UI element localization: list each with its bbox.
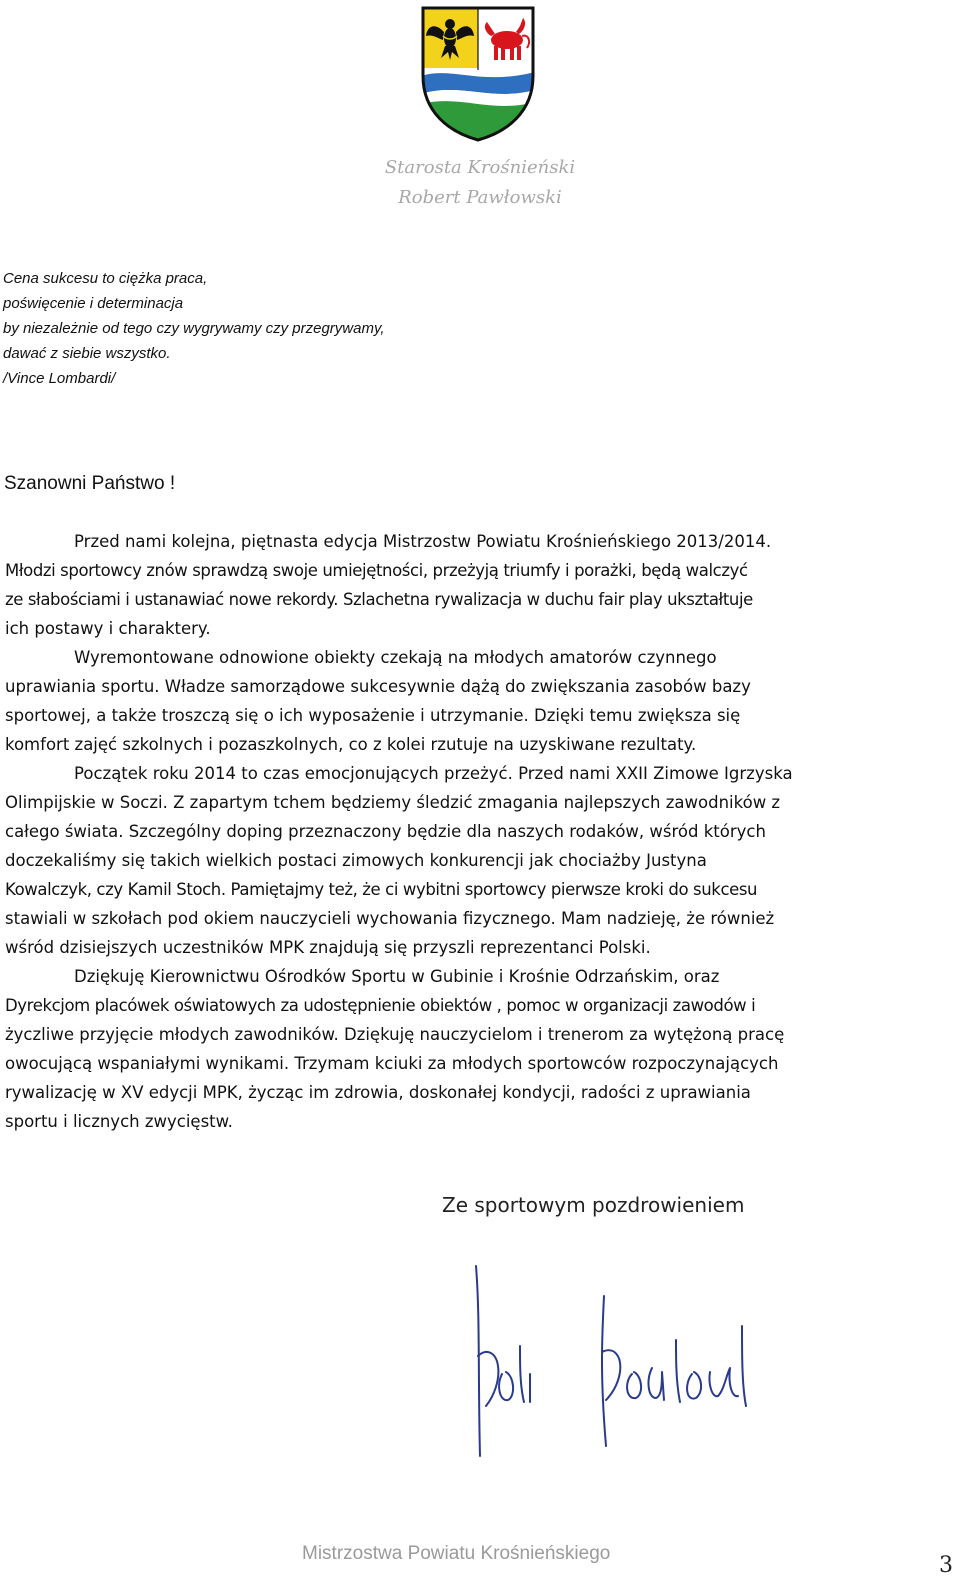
body-line: Dyrekcjom placówek oświatowych za udostępnienie obiektów , pomoc w organizacji zawodów i: [5, 996, 756, 1015]
coat-of-arms-icon: [421, 6, 535, 142]
motto-line: Cena sukcesu to ciężka praca,: [3, 270, 208, 287]
body-line: stawiali w szkołach pod okiem nauczycieli wychowania fizycznego. Mam nadzieję, że również: [5, 909, 775, 928]
page-number: 3: [939, 1553, 953, 1578]
body-line: Olimpijskie w Soczi. Z zapartym tchem będziemy śledzić zmagania najlepszych zawodników z: [5, 793, 781, 812]
body-line: wśród dzisiejszych uczestników MPK znajdują się przyszli reprezentanci Polski.: [5, 938, 651, 957]
body-line: komfort zajęć szkolnych i pozaszkolnych, co z kolei rzutuje na uzyskiwane rezultaty.: [5, 735, 697, 754]
body-line: całego świata. Szczególny doping przeznaczony będzie dla naszych rodaków, wśród których: [5, 822, 766, 841]
starosta-title: Starosta Krośnieński: [384, 157, 576, 178]
body-line: Młodzi sportowcy znów sprawdzą swoje umiejętności, przeżyją triumfy i porażki, będą walczyć: [5, 561, 748, 580]
body-line: Kowalczyk, czy Kamil Stoch. Pamiętajmy też, że ci wybitni sportowcy pierwsze kroki do sukcesu: [5, 880, 758, 899]
page-footer: Mistrzostwa Powiatu Krośnieńskiego: [302, 1543, 611, 1564]
body-line: ze słabościami i ustanawiać nowe rekordy. Szlachetna rywalizacja w duchu fair play ukształtuje: [5, 590, 753, 609]
motto-line: by niezależnie od tego czy wygrywamy czy przegrywamy,: [3, 320, 385, 337]
starosta-name: Robert Pawłowski: [398, 187, 562, 208]
body-line: Wyremontowane odnowione obiekty czekają na młodych amatorów czynnego: [74, 648, 717, 667]
body-line: Przed nami kolejna, piętnasta edycja Mistrzostw Powiatu Krośnieńskiego 2013/2014.: [74, 532, 772, 551]
body-line: doczekaliśmy się takich wielkich postaci zimowych konkurencji jak chociażby Justyna: [5, 851, 707, 870]
body-line: Początek roku 2014 to czas emocjonujących przeżyć. Przed nami XXII Zimowe Igrzyska: [74, 764, 793, 783]
body-line: owocującą wspaniałymi wynikami. Trzymam kciuki za młodych sportowców rozpoczynających: [5, 1054, 779, 1073]
body-line: rywalizację w XV edycji MPK, życząc im zdrowia, doskonałej kondycji, radości z uprawiania: [5, 1083, 751, 1102]
motto-line: poświęcenie i determinacja: [3, 295, 184, 312]
motto-quote: [3, 266, 603, 391]
body-line: życzliwe przyjęcie młodych zawodników. Dziękuję nauczycielom i trenerom za wytężoną pracę: [5, 1025, 785, 1044]
body-line: ich postawy i charaktery.: [5, 619, 211, 638]
body-line: sportowej, a także troszczą się o ich wyposażenie i utrzymanie. Dzięki temu zwiększa się: [5, 706, 741, 725]
body-line: Dziękuję Kierownictwu Ośrodków Sportu w Gubinie i Krośnie Odrzańskim, oraz: [74, 967, 720, 986]
body-line: sportu i licznych zwycięstw.: [5, 1112, 233, 1131]
body-line: uprawiania sportu. Władze samorządowe sukcesywnie dążą do zwiększania zasobów bazy: [5, 677, 751, 696]
closing-salutation: Ze sportowym pozdrowieniem: [442, 1193, 745, 1217]
letter-body: [5, 527, 955, 1136]
signature-icon: [456, 1256, 756, 1466]
motto-author: /Vince Lombardi/: [3, 370, 116, 387]
letter-greeting: Szanowni Państwo !: [4, 473, 176, 494]
motto-line: dawać z siebie wszystko.: [3, 345, 171, 362]
